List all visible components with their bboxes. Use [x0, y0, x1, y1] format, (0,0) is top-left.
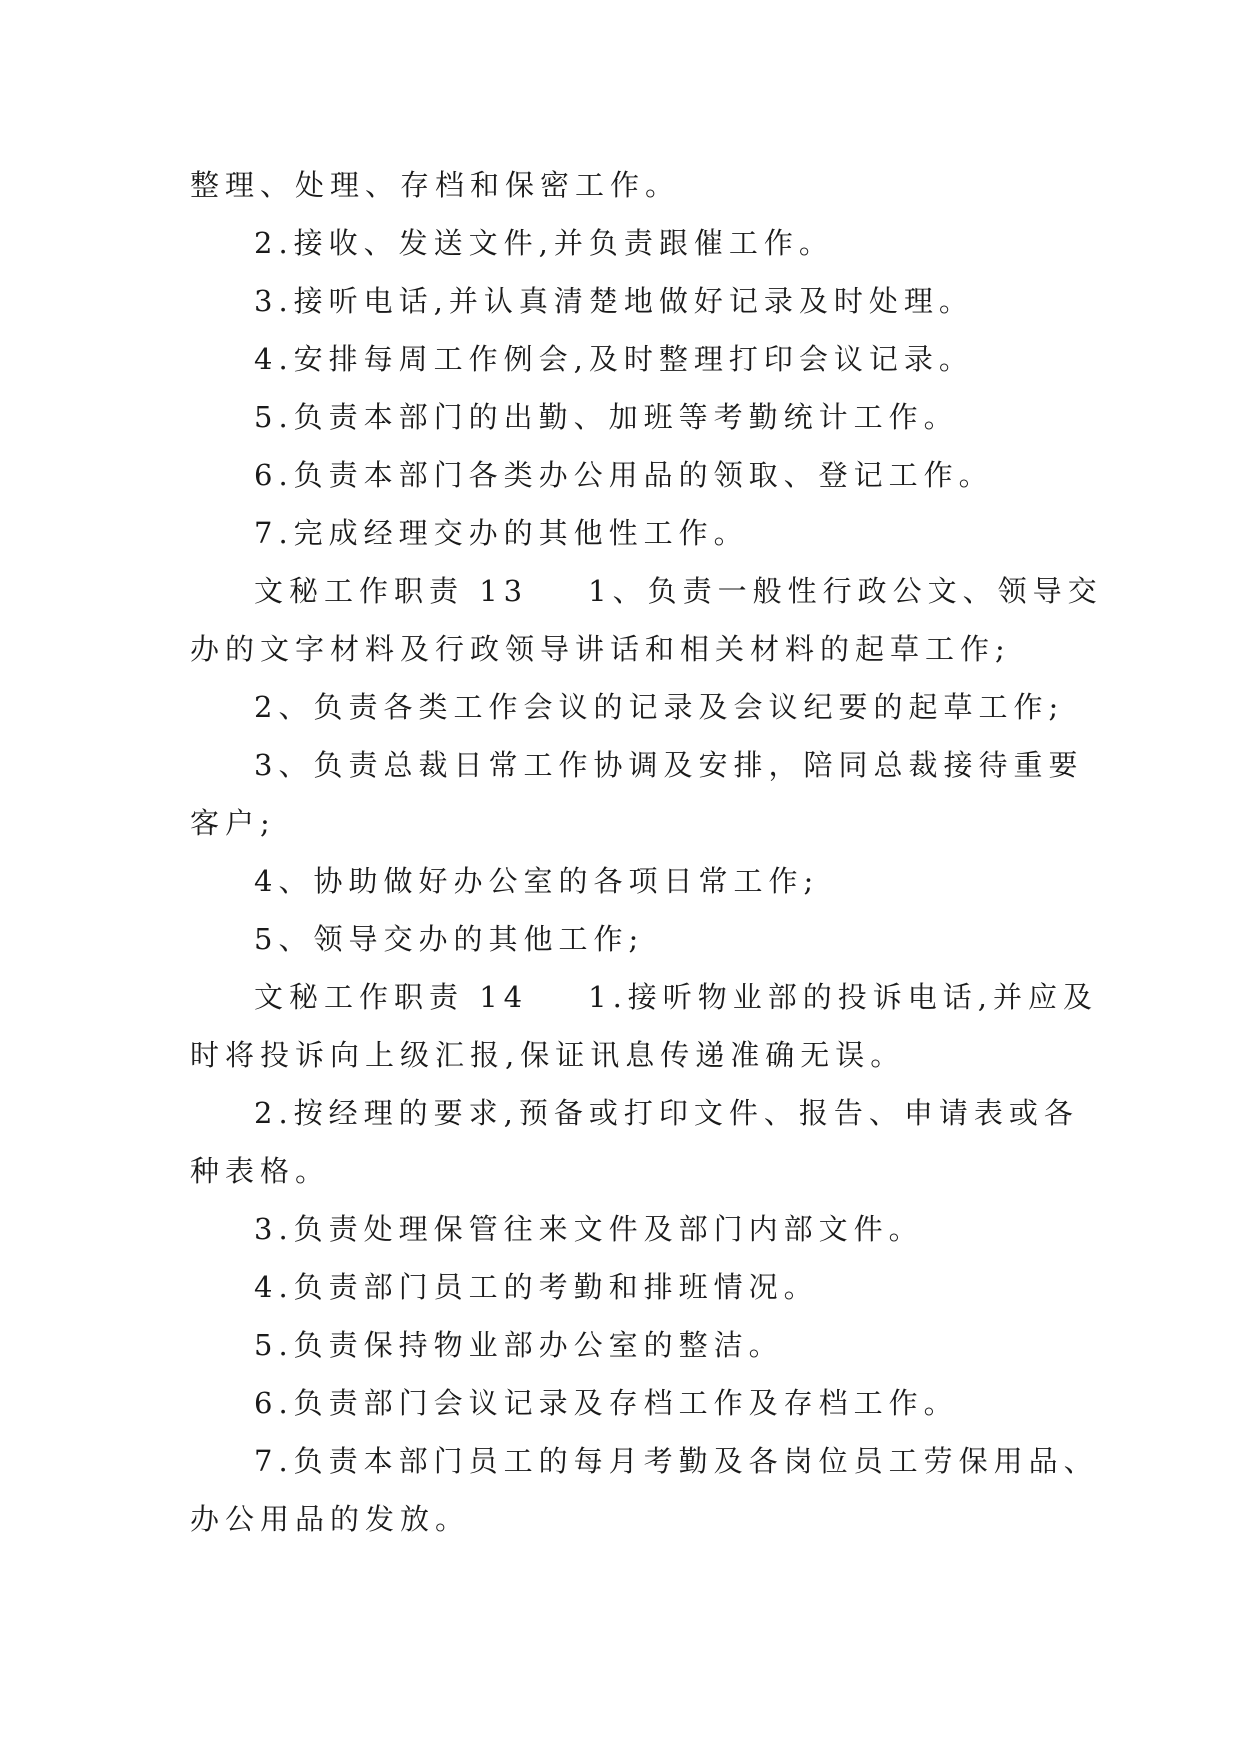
section-text: 1、负责一般性行政公文、领导交 — [588, 574, 1103, 608]
text-line: 办公用品的发放。 — [190, 1502, 471, 1536]
text-line: 7.负责本部门员工的每月考勤及各岗位员工劳保用品、 — [254, 1444, 1099, 1478]
text-line: 6.负责本部门各类办公用品的领取、登记工作。 — [254, 458, 994, 492]
text-line: 时将投诉向上级汇报,保证讯息传递准确无误。 — [190, 1038, 906, 1072]
text-line: 2、负责各类工作会议的记录及会议纪要的起草工作; — [254, 690, 1065, 724]
text-line: 3.负责处理保管往来文件及部门内部文件。 — [254, 1212, 924, 1246]
text-line: 5.负责保持物业部办公室的整洁。 — [254, 1328, 784, 1362]
text-line: 3.接听电话,并认真清楚地做好记录及时处理。 — [254, 284, 974, 318]
text-line: 2.按经理的要求,预备或打印文件、报告、申请表或各 — [254, 1096, 1079, 1130]
text-line: 6.负责部门会议记录及存档工作及存档工作。 — [254, 1386, 959, 1420]
text-line: 客户; — [190, 806, 276, 840]
text-line: 4.安排每周工作例会,及时整理打印会议记录。 — [254, 342, 974, 376]
text-line: 3、负责总裁日常工作协调及安排，陪同总裁接待重要 — [254, 748, 1084, 782]
text-line: 5.负责本部门的出勤、加班等考勤统计工作。 — [254, 400, 959, 434]
text-line: 2.接收、发送文件,并负责跟催工作。 — [254, 226, 834, 260]
document-body — [190, 156, 1103, 1548]
text-line: 4、协助做好办公室的各项日常工作; — [254, 864, 820, 898]
text-line: 种表格。 — [190, 1154, 331, 1188]
text-line: 4.负责部门员工的考勤和排班情况。 — [254, 1270, 819, 1304]
section-text: 1.接听物业部的投诉电话,并应及 — [588, 980, 1099, 1014]
text-line: 5、领导交办的其他工作; — [254, 922, 645, 956]
text-line: 整理、处理、存档和保密工作。 — [190, 168, 681, 202]
section-heading-line — [190, 562, 1103, 620]
section-heading: 文秘工作职责 14 — [254, 980, 529, 1014]
text-line: 7.完成经理交办的其他性工作。 — [254, 516, 749, 550]
section-heading-line — [190, 968, 1099, 1026]
text-line: 办的文字材料及行政领导讲话和相关材料的起草工作; — [190, 632, 1011, 666]
section-heading: 文秘工作职责 13 — [254, 574, 529, 608]
